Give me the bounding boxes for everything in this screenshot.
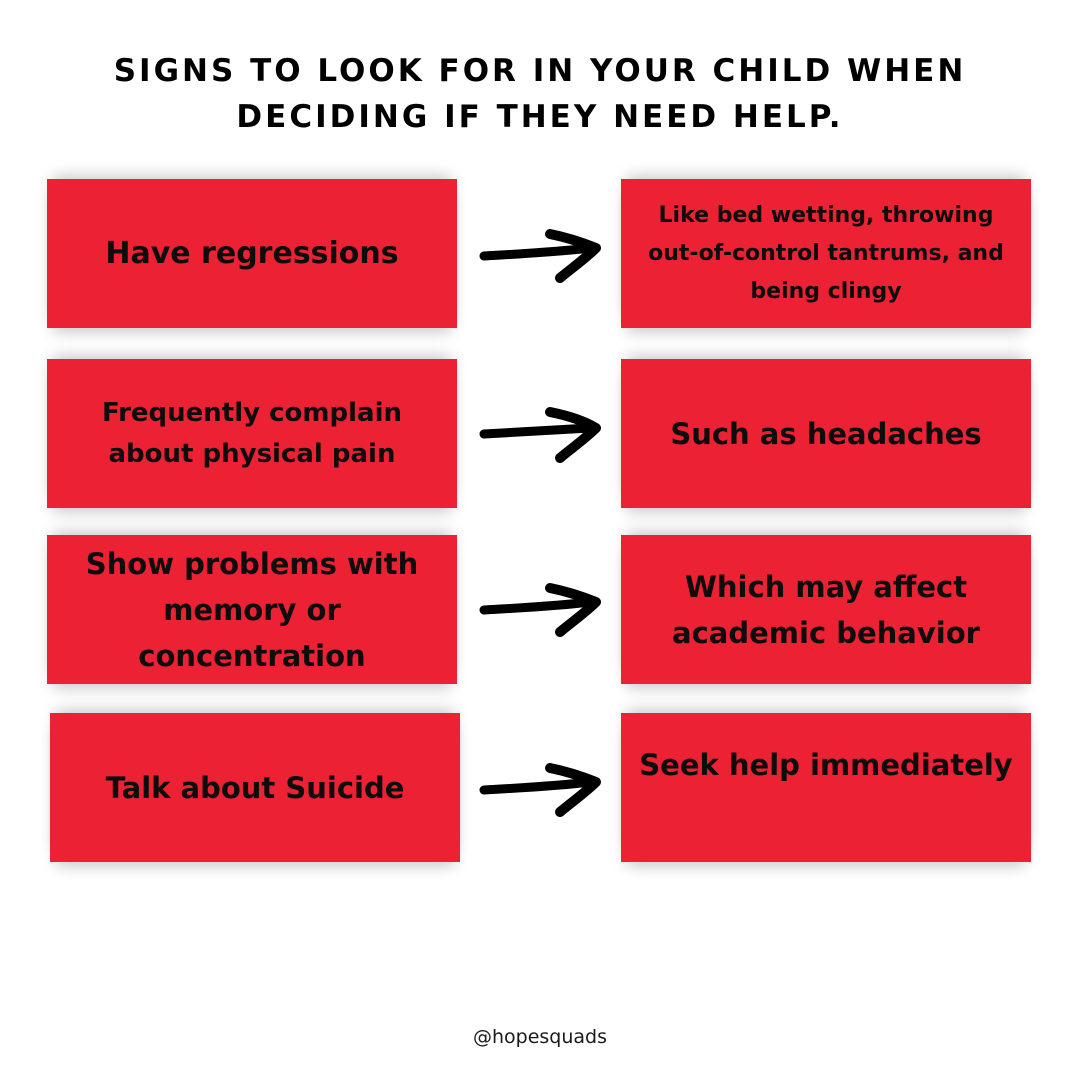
detail-text-line: Such as headaches: [670, 416, 982, 451]
sign-text-line: Show problems with: [85, 546, 419, 581]
detail-text-line: academic behavior: [672, 615, 980, 650]
sign-text-line: Talk about Suicide: [105, 770, 405, 805]
title-line-2: DECIDING IF THEY NEED HELP.: [236, 99, 844, 135]
detail-box-academic: [621, 535, 1031, 684]
sign-text-line: about physical pain: [108, 438, 396, 469]
sign-box-suicide: [50, 713, 460, 862]
arrow-right-icon: [478, 760, 604, 820]
sign-box-physical-pain: [47, 359, 457, 508]
footer-handle: @hopesquads: [472, 1026, 608, 1048]
sign-box-regressions: [47, 179, 457, 328]
detail-box-seek-help: [621, 713, 1031, 862]
detail-text-line: being clingy: [750, 278, 902, 304]
sign-text-line: memory or: [163, 592, 341, 627]
detail-text-line: out-of-control tantrums, and: [648, 240, 1004, 266]
detail-text-line: Like bed wetting, throwing: [658, 202, 994, 228]
sign-text-line: concentration: [138, 638, 366, 673]
sign-text-line: Have regressions: [105, 235, 399, 271]
detail-box-physical-pain: [621, 359, 1031, 508]
arrow-right-icon: [478, 580, 604, 640]
title-line-1: SIGNS TO LOOK FOR IN YOUR CHILD WHEN: [113, 53, 967, 89]
detail-text-line: Which may affect: [684, 569, 968, 604]
detail-text-line: Seek help immediately: [639, 748, 1013, 782]
sign-text-line: Frequently complain: [101, 397, 402, 428]
sign-box-memory: [47, 535, 457, 684]
page-title: [0, 48, 1080, 140]
detail-box-regressions: [621, 179, 1031, 328]
arrow-right-icon: [478, 226, 604, 286]
arrow-right-icon: [478, 404, 604, 464]
